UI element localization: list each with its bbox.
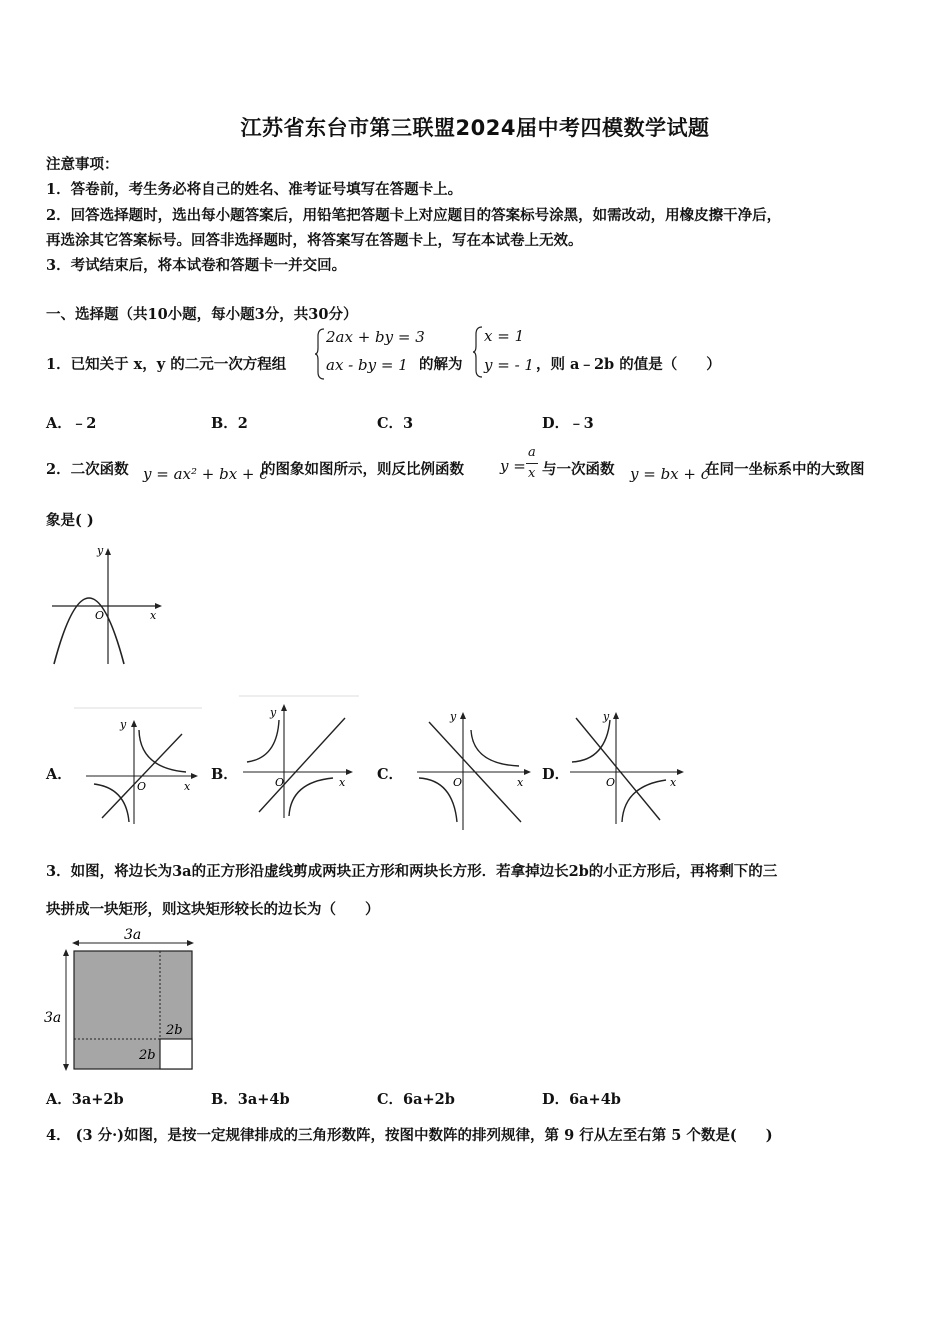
notice-item-2: 2．回答选择题时，选出每小题答案后，用铅笔把答题卡上对应题目的答案标号涂黑，如需改动，用橡皮擦干净后，: [46, 207, 782, 224]
q2-option-a-label: A．: [46, 766, 72, 783]
q1-brace-icon: [314, 328, 326, 380]
notice-heading: 注意事项：: [46, 156, 119, 173]
svg-text:y: y: [270, 706, 277, 719]
q2-parabola-graph: [44, 542, 169, 667]
q2-part3: 与一次函数: [542, 461, 615, 478]
q2-formula-inverse-num: a: [528, 445, 536, 460]
q1-suffix: ，则 a﹣2b 的值是（ ）: [536, 356, 721, 373]
q1-mid: 的解为: [419, 356, 463, 373]
q1-option-d: D．﹣3: [542, 415, 594, 432]
notice-item-1: 1．答卷前，考生务必将自己的姓名、准考证号填写在答题卡上。: [46, 181, 463, 198]
origin-label: O: [95, 609, 105, 622]
q2-option-a-graph: [74, 706, 204, 826]
notice-item-3: 3．考试结束后，将本试卷和答题卡一并交回。: [46, 257, 347, 274]
svg-text:x: x: [184, 780, 191, 793]
notice-item-2-cont: 再选涂其它答案标号。回答非选择题时，将答案写在答题卡上，写在本试卷上无效。: [46, 232, 583, 249]
svg-text:y: y: [603, 710, 610, 723]
q2-formula-inverse-lhs: y =: [500, 457, 526, 475]
small-square: [160, 1039, 192, 1069]
page-title: 江苏省东台市第三联盟2024届中考四模数学试题: [240, 116, 710, 140]
q3-line2: 块拼成一块矩形，则这块矩形较长的边长为（ ）: [46, 901, 380, 918]
q2-option-c-label: C．: [377, 766, 404, 783]
x-label: x: [150, 609, 157, 622]
section-heading: 一、选择题（共10小题，每小题3分，共30分）: [46, 306, 358, 323]
svg-text:O: O: [137, 780, 147, 793]
q3-option-c: C．6a+2b: [377, 1091, 455, 1108]
q2-option-b-label: B．: [211, 766, 238, 783]
q1-prefix: 1．已知关于 x，y 的二元一次方程组: [46, 356, 287, 373]
line-graph: [259, 718, 345, 812]
fig-label-small-right: 2b: [166, 1023, 183, 1038]
q3-option-b: B．3a+4b: [211, 1091, 290, 1108]
q2-formula-inverse-den: x: [528, 466, 536, 481]
q3-option-a: A．3a+2b: [46, 1091, 124, 1108]
q1-option-b: B．2: [211, 415, 248, 432]
q1-option-c: C．3: [377, 415, 414, 432]
q1-option-a: A．﹣2: [46, 415, 97, 432]
q2-part4: 在同一坐标系中的大致图: [705, 461, 865, 478]
q3-option-d: D．6a+4b: [542, 1091, 621, 1108]
parabola-curve: [54, 598, 124, 664]
svg-text:O: O: [606, 776, 616, 789]
q2-formula-quadratic: y = ax² + bx + c: [143, 465, 268, 483]
q2-option-d-label: D．: [542, 766, 570, 783]
q3-square-figure: [42, 925, 202, 1075]
y-label: y: [97, 544, 104, 557]
svg-text:x: x: [670, 776, 677, 789]
line-graph: [576, 718, 660, 820]
q2-line2: 象是( ): [46, 512, 94, 529]
q1-eq1: 2ax + by = 3: [326, 328, 425, 346]
fig-label-small-bottom: 2b: [139, 1048, 156, 1063]
q2-fraction-bar: [526, 463, 538, 464]
q4-text: 4． (3 分·)如图，是按一定规律排成的三角形数阵，按图中数阵的排列规律，第 9 行从左至右第 5 个数是( ): [46, 1127, 773, 1144]
svg-text:O: O: [275, 776, 285, 789]
q1-brace2-icon: [472, 326, 484, 378]
q2-part1: 2．二次函数: [46, 461, 129, 478]
svg-text:y: y: [120, 718, 127, 731]
svg-text:O: O: [453, 776, 463, 789]
svg-text:x: x: [339, 776, 346, 789]
q1-eq2: ax - by = 1: [326, 356, 408, 374]
svg-text:y: y: [450, 710, 457, 723]
q2-option-b-graph: [237, 694, 362, 822]
svg-text:x: x: [517, 776, 524, 789]
q3-line1: 3．如图，将边长为3a的正方形沿虚线剪成两块正方形和两块长方形．若拿掉边长2b的小正方形后，再将剩下的三: [46, 863, 778, 880]
q2-option-c-graph: [413, 706, 538, 834]
fig-label-top: 3a: [124, 927, 142, 943]
q2-option-d-graph: [566, 706, 691, 826]
fig-label-left: 3a: [44, 1010, 62, 1026]
q1-sol2: y = - 1: [484, 356, 534, 374]
q1-sol1: x = 1: [484, 327, 525, 345]
q2-formula-linear: y = bx + c: [630, 465, 710, 483]
q2-part2: 的图象如图所示，则反比例函数: [261, 461, 464, 478]
